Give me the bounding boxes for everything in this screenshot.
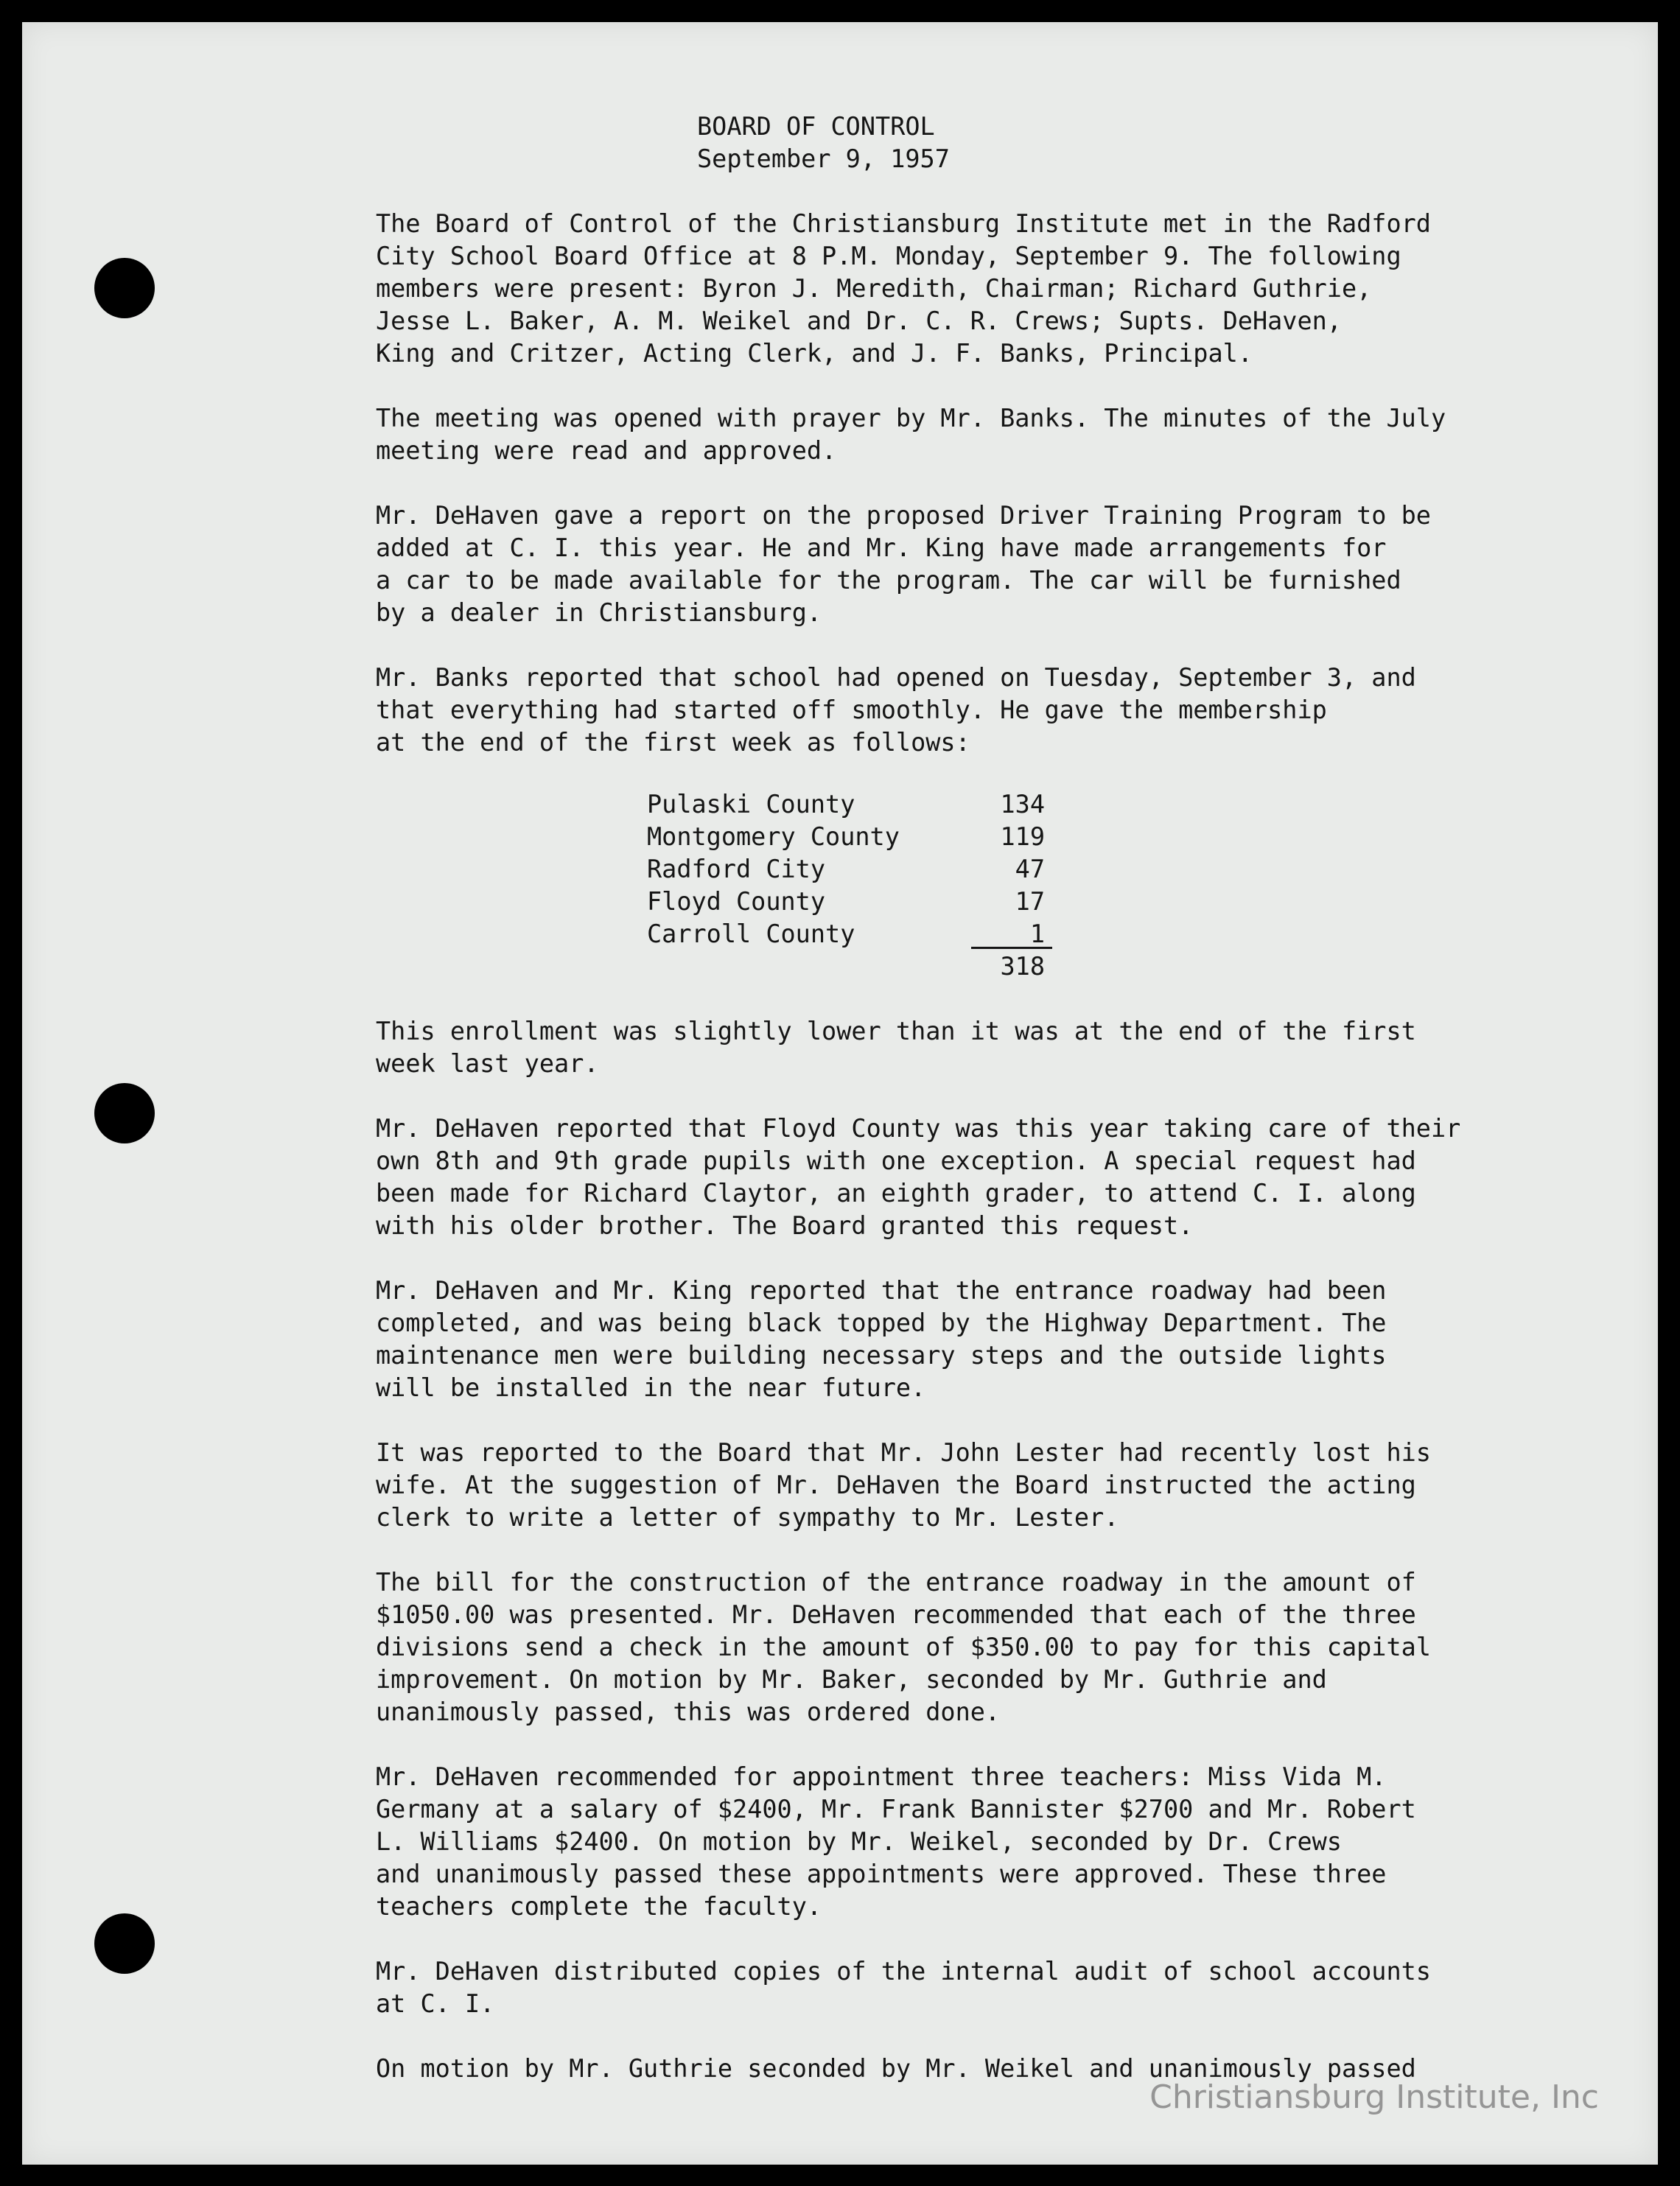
paragraph-final-motion: On motion by Mr. Guthrie seconded by Mr. Weikel and unanimously passed [376,2054,1416,2083]
paragraph-audit: Mr. DeHaven distributed copies of the internal audit of school accounts at C. I. [376,1957,1431,2018]
membership-total: 318 [1000,952,1045,981]
punch-hole [94,1083,155,1143]
membership-total-row [647,950,1045,983]
document-heading [697,111,1569,175]
paragraph-roadway-bill: The bill for the construction of the entrance roadway in the amount of $1050.00 was presented. Mr. DeHaven recommended that each of the three divisions send a check in the amount of $350.00 to pay for this capital improvement. On motion by Mr. Baker, seconded by Mr. Guthrie and unanimously passed, this was ordered done. [376,1568,1431,1726]
membership-row [647,788,1045,821]
paragraph-enrollment: This enrollment was slightly lower than it was at the end of the first week last year. [376,1017,1416,1078]
heading-title: BOARD OF CONTROL [697,112,935,141]
membership-row [647,821,1045,853]
county-name: Carroll County [647,919,855,948]
membership-row [647,853,1045,886]
paragraph-attendance: The Board of Control of the Christiansburg Institute met in the Radford City School Board Office at 8 P.M. Monday, September 9. The following members were present: Byron J. Meredith, Chairman; Richard Guthrie, Jesse L. Baker, A. M. Weikel and Dr. C. R. Crews; Supts. DeHaven, King and Critzer, Acting Clerk, and J. F. Banks, Principal. [376,209,1431,368]
county-count: 1 [971,918,1052,949]
membership-row [647,886,1045,918]
watermark: Christiansburg Institute, Inc [1149,2078,1599,2116]
paragraph-roadway: Mr. DeHaven and Mr. King reported that the entrance roadway had been completed, and was being black topped by the Highway Department. The maintenance men were building necessary steps and the outside lights will be installed in the near future. [376,1276,1387,1402]
county-count: 17 [1015,887,1045,916]
minutes-text [376,111,1569,2117]
punch-hole [94,258,155,318]
paragraph-driver-training: Mr. DeHaven gave a report on the proposed Driver Training Program to be added at C. I. this year. He and Mr. King have made arrangements for a car to be made available for the program. The car will be furnished by a dealer in Christiansburg. [376,501,1431,627]
membership-row [647,918,1045,950]
paragraph-opening: The meeting was opened with prayer by Mr. Banks. The minutes of the July meeting were read and approved. [376,404,1446,465]
county-count: 119 [1000,822,1045,851]
county-name: Radford City [647,855,826,883]
county-count: 134 [1000,790,1045,819]
paragraph-school-opening: Mr. Banks reported that school had opened on Tuesday, September 3, and that everything had started off smoothly. He gave the membership at the end of the first week as follows: [376,663,1416,757]
membership-table [647,788,1045,983]
paragraph-sympathy: It was reported to the Board that Mr. John Lester had recently lost his wife. At the suggestion of Mr. DeHaven the Board instructed the acting clerk to write a letter of sympathy to Mr. Lester. [376,1438,1431,1532]
paragraph-floyd-county: Mr. DeHaven reported that Floyd County was this year taking care of their own 8th and 9th grade pupils with one exception. A special request had been made for Richard Claytor, an eighth grader, to attend C. I. along with his older brother. The Board granted this request. [376,1114,1461,1240]
county-name: Montgomery County [647,822,900,851]
punch-hole [94,1913,155,1974]
paragraph-appointments: Mr. DeHaven recommended for appointment three teachers: Miss Vida M. Germany at a salary of $2400, Mr. Frank Bannister $2700 and Mr. Robert L. Williams $2400. On motion by Mr. Weikel, seconded by Dr. Crews and unanimously passed these appointments were approved. These three teachers complete the faculty. [376,1762,1416,1921]
county-name: Floyd County [647,887,826,916]
county-count: 47 [1015,855,1045,883]
heading-date: September 9, 1957 [697,144,950,173]
county-name: Pulaski County [647,790,855,819]
